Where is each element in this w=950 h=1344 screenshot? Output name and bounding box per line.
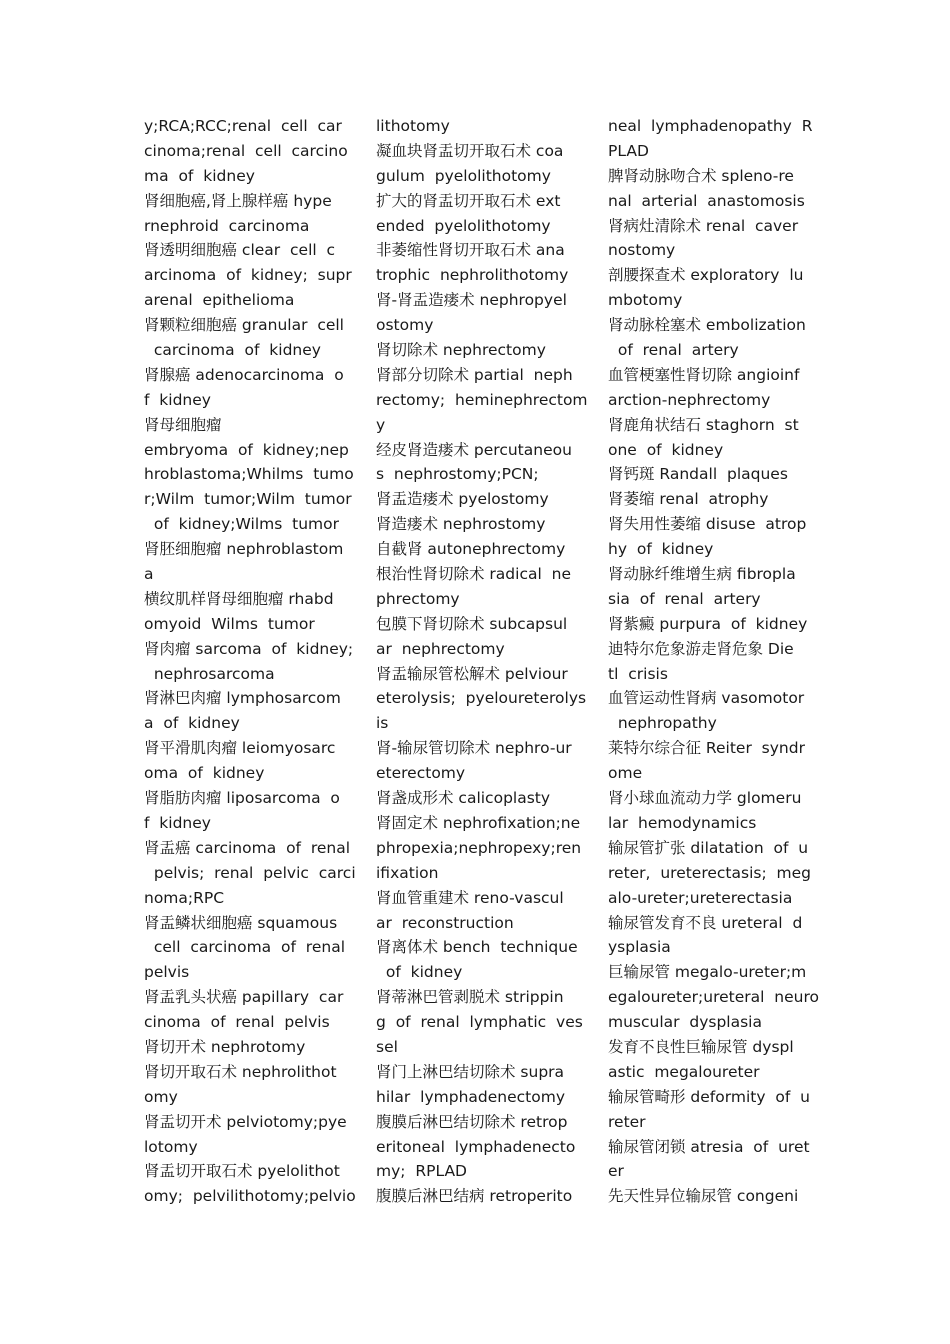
text-line: 肾盏成形术 calicoplasty xyxy=(376,789,551,808)
text-line: 肾萎缩 renal atrophy xyxy=(608,490,769,509)
text-line: 巨输尿管 megalo-ureter;m xyxy=(608,963,807,982)
text-line: hroblastoma;Whilms tumo xyxy=(144,465,354,484)
text-line: 肾-输尿管切除术 nephro-ur xyxy=(376,739,572,758)
text-line: mbotomy xyxy=(608,291,683,310)
text-line: nostomy xyxy=(608,241,676,260)
text-line: 肾盂造瘘术 pyelostomy xyxy=(376,490,549,509)
text-line: 肾切开取石术 nephrolithot xyxy=(144,1062,337,1081)
text-line: 肾淋巴肉瘤 lymphosarcom xyxy=(144,689,341,708)
text-line: ysplasia xyxy=(608,938,671,957)
text-line: 扩大的肾盂切开取石术 ext xyxy=(376,191,561,210)
text-line: 肾切除术 nephrectomy xyxy=(376,341,546,360)
text-line: g of renal lymphatic ves xyxy=(376,1013,583,1032)
text-line: ma of kidney xyxy=(144,166,255,185)
text-line: 肾平滑肌肉瘤 leiomyosarc xyxy=(144,739,336,758)
text-line: 肾动脉栓塞术 embolization xyxy=(608,316,806,335)
text-line: 肾脂肪肉瘤 liposarcoma o xyxy=(144,789,340,808)
text-line: 肾造瘘术 nephrostomy xyxy=(376,515,546,534)
text-line: 横纹肌样肾母细胞瘤 rhabd xyxy=(144,589,334,608)
text-line: eterolysis; pyeloureterolys xyxy=(376,689,587,708)
text-line: 脾肾动脉吻合术 spleno-re xyxy=(608,166,794,185)
text-line: ar reconstruction xyxy=(376,913,514,932)
text-line: 肾部分切除术 partial neph xyxy=(376,365,573,384)
text-line: omy; pelvilithotomy;pelvio xyxy=(144,1187,356,1206)
text-line: cinoma;renal cell carcino xyxy=(144,141,348,160)
text-line: 肾小球血流动力学 glomeru xyxy=(608,789,802,808)
text-line: omyoid Wilms tumor xyxy=(144,614,315,633)
text-line: nephrosarcoma xyxy=(144,664,275,683)
text-line: lotomy xyxy=(144,1137,198,1156)
text-line: 肾母细胞瘤 xyxy=(144,415,222,434)
text-line: of kidney;Wilms tumor xyxy=(144,515,340,534)
text-line: 肾盂鳞状细胞癌 squamous xyxy=(144,913,338,932)
text-line: 肾失用性萎缩 disuse atrop xyxy=(608,515,807,534)
text-line: 腹膜后淋巴结病 retroperito xyxy=(376,1187,573,1206)
text-line: 肾蒂淋巴管剥脱术 strippin xyxy=(376,988,564,1007)
text-line: 肾-肾盂造瘘术 nephropyel xyxy=(376,291,567,310)
text-line: 输尿管扩张 dilatation of u xyxy=(608,838,809,857)
text-line: 剖腰探查术 exploratory lu xyxy=(608,266,804,285)
text-line: my; RPLAD xyxy=(376,1162,467,1181)
text-line: reter, ureterectasis; meg xyxy=(608,863,812,882)
text-line: 肾动脉纤维增生病 fibropla xyxy=(608,565,796,584)
text-line: f kidney xyxy=(144,813,211,832)
text-line: 肾离体术 bench technique xyxy=(376,938,578,957)
text-line: 肾鹿角状结石 staghorn st xyxy=(608,415,799,434)
text-line: carcinoma of kidney xyxy=(144,341,321,360)
text-line: gulum pyelolithotomy xyxy=(376,166,551,185)
text-line: 肾固定术 nephrofixation;ne xyxy=(376,813,581,832)
text-line: omy xyxy=(144,1087,178,1106)
text-line: y xyxy=(376,415,386,434)
text-column-2 xyxy=(376,114,588,1209)
text-line: 输尿管畸形 deformity of u xyxy=(608,1087,810,1106)
text-line: 莱特尔综合征 Reiter syndr xyxy=(608,739,805,758)
text-line: ifixation xyxy=(376,863,439,882)
text-line: trophic nephrolithotomy xyxy=(376,266,569,285)
text-line: 肾盂切开取石术 pyelolithot xyxy=(144,1162,340,1181)
text-line: 非萎缩性肾切开取石术 ana xyxy=(376,241,565,260)
text-line: ended pyelolithotomy xyxy=(376,216,551,235)
text-line: lar hemodynamics xyxy=(608,813,757,832)
text-line: 迪特尔危象游走肾危象 Die xyxy=(608,639,794,658)
text-line: arenal epithelioma xyxy=(144,291,295,310)
text-column-1 xyxy=(144,114,356,1209)
text-line: neal lymphadenopathy R xyxy=(608,117,813,135)
text-line: rectomy; heminephrectom xyxy=(376,390,588,409)
text-line: 肾胚细胞瘤 nephroblastom xyxy=(144,540,344,559)
text-line: 肾颗粒细胞癌 granular cell xyxy=(144,316,344,335)
text-line: cell carcinoma of renal xyxy=(144,938,346,957)
text-line: pelvis xyxy=(144,963,190,982)
text-line: 肾病灶清除术 renal caver xyxy=(608,216,799,235)
text-line: lithotomy xyxy=(376,117,450,135)
text-line: 肾盂输尿管松解术 pelviour xyxy=(376,664,568,683)
text-line: muscular dysplasia xyxy=(608,1013,762,1032)
text-line: pelvis; renal pelvic carci xyxy=(144,863,356,882)
text-line: rnephroid carcinoma xyxy=(144,216,310,235)
text-line: 肾钙斑 Randall plaques xyxy=(608,465,788,484)
text-line: of kidney xyxy=(376,963,463,982)
text-line: s nephrostomy;PCN; xyxy=(376,465,539,484)
text-line: 输尿管闭锁 atresia of uret xyxy=(608,1137,810,1156)
text-line: 肾盂癌 carcinoma of renal xyxy=(144,838,351,857)
text-column-3 xyxy=(608,114,819,1209)
text-line: phrectomy xyxy=(376,589,460,608)
text-line: arcinoma of kidney; supr xyxy=(144,266,352,285)
text-line: 输尿管发育不良 ureteral d xyxy=(608,913,803,932)
text-line: is xyxy=(376,714,389,733)
text-line: 腹膜后淋巴结切除术 retrop xyxy=(376,1112,568,1131)
text-line: eritoneal lymphadenecto xyxy=(376,1137,576,1156)
text-line: sel xyxy=(376,1037,398,1056)
text-line: 经皮肾造瘘术 percutaneou xyxy=(376,440,572,459)
text-line: 肾切开术 nephrotomy xyxy=(144,1037,306,1056)
text-line: 肾盂乳头状癌 papillary car xyxy=(144,988,344,1007)
text-line: sia of renal artery xyxy=(608,589,761,608)
text-line: 包膜下肾切除术 subcapsul xyxy=(376,614,568,633)
text-line: a of kidney xyxy=(144,714,240,733)
text-line: PLAD xyxy=(608,141,649,160)
text-line: 肾腺癌 adenocarcinoma o xyxy=(144,365,344,384)
text-line: oma of kidney xyxy=(144,764,265,783)
text-line: 根治性肾切除术 radical ne xyxy=(376,565,571,584)
text-line: nal arterial anastomosis xyxy=(608,191,805,210)
text-line: er xyxy=(608,1162,624,1181)
text-line: noma;RPC xyxy=(144,888,225,907)
text-line: 自截肾 autonephrectomy xyxy=(376,540,566,559)
text-line: embryoma of kidney;nep xyxy=(144,440,349,459)
text-line: 肾透明细胞癌 clear cell c xyxy=(144,241,336,260)
text-line: alo-ureter;ureterectasia xyxy=(608,888,793,907)
text-line: y;RCA;RCC;renal cell car xyxy=(144,117,342,135)
text-line: ar nephrectomy xyxy=(376,639,505,658)
text-line: 肾血管重建术 reno-vascul xyxy=(376,888,564,907)
text-line: of renal artery xyxy=(608,341,739,360)
text-line: 凝血块肾盂切开取石术 coa xyxy=(376,141,564,160)
text-line: reter xyxy=(608,1112,646,1131)
text-line: 肾门上淋巴结切除术 supra xyxy=(376,1062,565,1081)
text-line: f kidney xyxy=(144,390,211,409)
text-line: tl crisis xyxy=(608,664,668,683)
text-line: 肾盂切开术 pelviotomy;pye xyxy=(144,1112,347,1131)
text-line: 肾细胞癌,肾上腺样癌 hype xyxy=(144,191,332,210)
text-line: 血管梗塞性肾切除 angioinf xyxy=(608,365,800,384)
text-line: 肾肉瘤 sarcoma of kidney; xyxy=(144,639,354,658)
text-line: 发育不良性巨输尿管 dyspl xyxy=(608,1037,794,1056)
text-line: arction-nephrectomy xyxy=(608,390,771,409)
text-line: astic megaloureter xyxy=(608,1062,760,1081)
text-line: hy of kidney xyxy=(608,540,714,559)
text-line: phropexia;nephropexy;ren xyxy=(376,838,582,857)
text-line: 血管运动性肾病 vasomotor xyxy=(608,689,805,708)
text-line: ome xyxy=(608,764,643,783)
text-line: ostomy xyxy=(376,316,434,335)
text-line: nephropathy xyxy=(608,714,717,733)
text-line: cinoma of renal pelvis xyxy=(144,1013,330,1032)
text-line: 肾紫癜 purpura of kidney xyxy=(608,614,808,633)
text-line: 先天性异位输尿管 congeni xyxy=(608,1187,799,1206)
text-line: r;Wilm tumor;Wilm tumor xyxy=(144,490,352,509)
text-line: one of kidney xyxy=(608,440,724,459)
text-line: a xyxy=(144,565,154,584)
text-line: hilar lymphadenectomy xyxy=(376,1087,565,1106)
text-line: egaloureter;ureteral neuro xyxy=(608,988,819,1007)
text-line: eterectomy xyxy=(376,764,466,783)
